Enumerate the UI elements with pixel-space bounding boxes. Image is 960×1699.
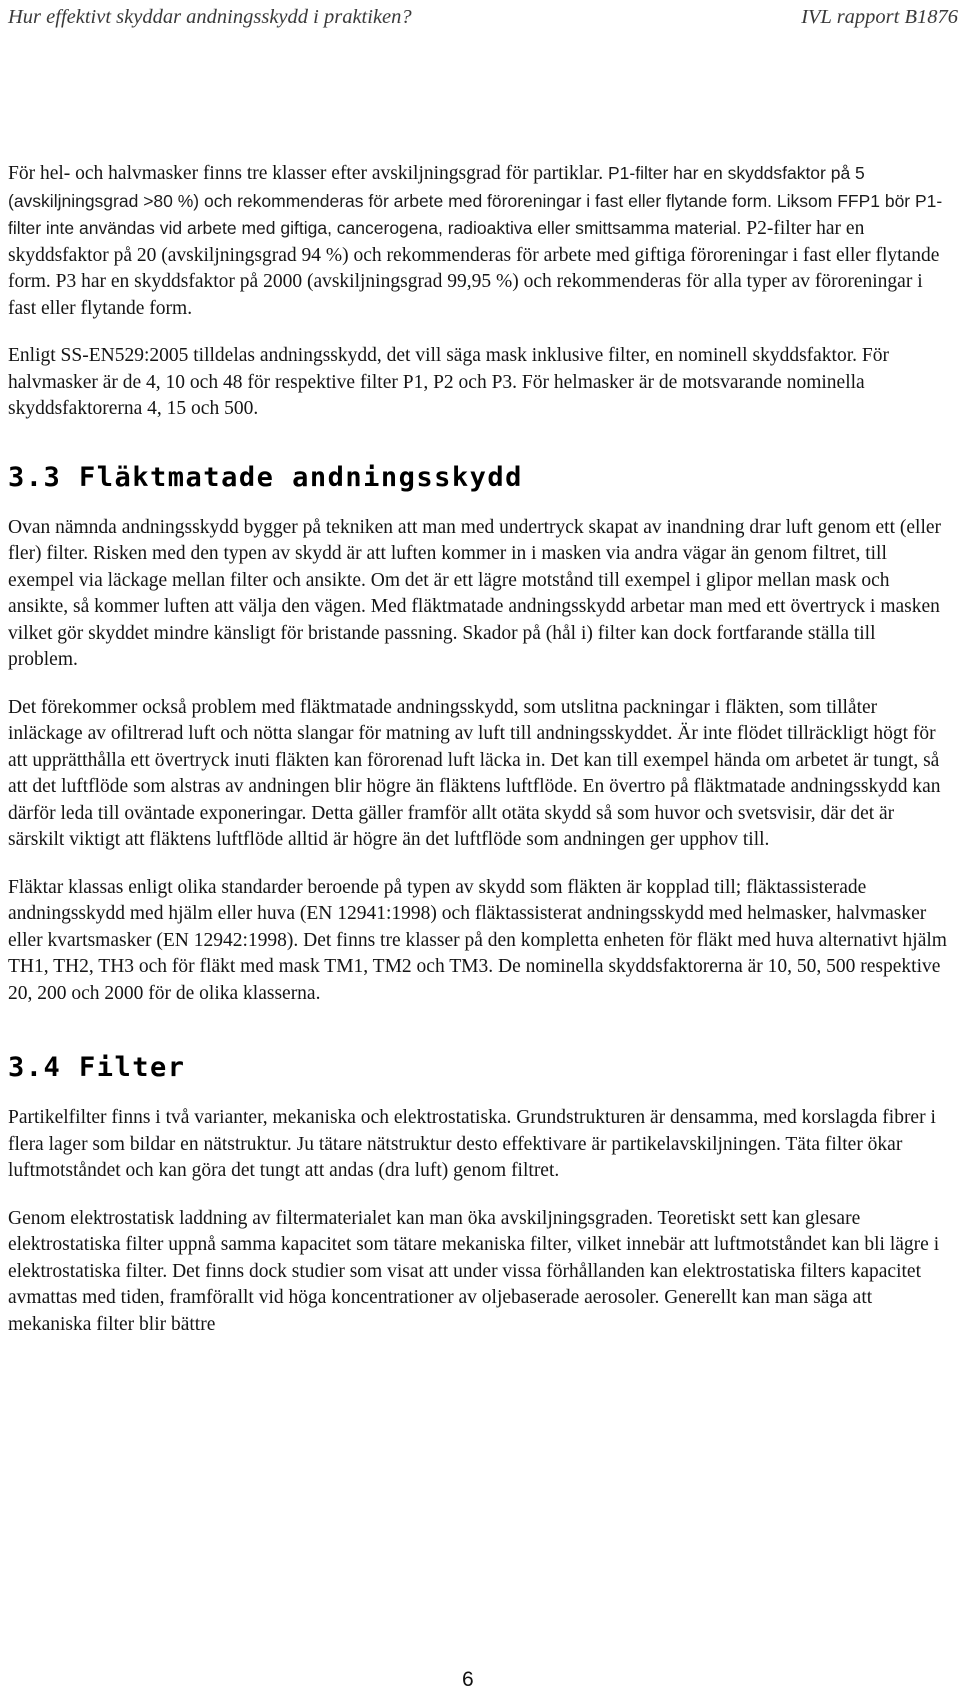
section-3-3-paragraph-2: Det förekommer också problem med fläktmatade andningsskydd, som utslitna packningar i fläkten, som tillåter inläckage av ofiltrerad luft och nötta slangar för matning av luft till andningsskyddet. Är inte flödet tillräckligt högt för att upprätthålla ett övertryck inuti fläkten kan förorenad luft läcka in. Det kan till exempel hända om arbetet är tungt, så att det luftflöde som alstras av andningen blir högre än fläktens luftflöde. En övertro på fläktmatade andningsskydd kan därför leda till oväntade exponeringar. Detta gäller framför allt otäta skydd så som huvor och svetsvisir, där det är särskilt viktigt att fläktens luftflöde alltid är högre än det luftflöde som andningen ger upphov till.	[8, 696, 941, 850]
filter-classes-paragraph	[8, 160, 948, 322]
report-number: IVL rapport B1876	[801, 6, 958, 28]
document-title: Hur effektivt skyddar andningsskydd i praktiken?	[8, 6, 412, 28]
section-3-4-paragraph-2: Genom elektrostatisk laddning av filtermaterialet kan man öka avskiljningsgraden. Teoretiskt sett kan glesare elektrostatiska filter uppnå samma kapacitet som tätare mekaniska filter, vilket innebär att luftmotståndet kan bli lägre i elektrostatiska filter. Det finns dock studier som visat att under vissa förhållanden kan elektrostatiska filters kapacitet avmattas med tiden, framförallt vid höga koncentrationer av oljebaserade aerosoler. Generellt kan man säga att mekaniska filter blir bättre	[8, 1207, 940, 1335]
section-3-3-paragraph-3: Fläktar klassas enligt olika standarder beroende på typen av skydd som fläkten är kopplad till; fläktassisterade andningsskydd med hjälm eller huva (EN 12941:1998) och fläktassisterat andningsskydd med helmasker, halvmasker eller kvartsmasker (EN 12942:1998). Det finns tre klasser på den kompletta enheten för fläkt med huva alternativt hjälm TH1, TH2, TH3 och för fläkt med mask TM1, TM2 och TM3. De nominella skyddsfaktorerna är 10, 50, 500 respektive 20, 200 och 2000 för de olika klasserna.	[8, 876, 947, 1004]
paragraph-sentence-p1: P1-filter har en skyddsfaktor på 5 (avskiljningsgrad >80 %) och rekommenderas för arbete med föroreningar i fast eller flytande form. Liksom FFP1 bör P1-filter inte användas vid arbete med giftiga, cancerogena, radioaktiva eller smittsamma material.	[8, 163, 943, 238]
section-3-4-paragraph-1: Partikelfilter finns i två varianter, mekaniska och elektrostatiska. Grundstrukturen är densamma, med korslagda fibrer i flera lager som bildar en nätstruktur. Ju tätare nätstruktur desto effektivare är partikelavskiljningen. Täta filter ökar luftmotståndet och kan göra det tungt att andas (dra luft) genom filtret.	[8, 1107, 936, 1181]
page-header	[8, 6, 958, 36]
page-body	[8, 160, 948, 1338]
section-3-3-paragraph-1: Ovan nämnda andningsskydd bygger på tekniken att man med undertryck skapat av inandning drar luft genom ett (eller fler) filter. Risken med den typen av skydd är att luften kommer in i masken via andra vägar än genom filtret, till exempel via läckage mellan filter och ansikte. Om det är ett lägre motstånd till exempel i glipor mellan mask och ansikte, så kommer luften att välja den vägen. Med fläktmatade andningsskydd arbetar man med ett övertryck i masken vilket gör skyddet mindre känsligt för bristande passning. Skador på (hål i) filter kan dock fortfarande ställa till problem.	[8, 516, 942, 670]
paragraph-sentence: För hel- och halvmasker finns tre klasser efter avskiljningsgrad för partiklar.	[8, 163, 604, 184]
section-heading-3-3: 3.3 Fläktmatade andningsskydd	[8, 461, 523, 493]
nominal-protection-paragraph: Enligt SS-EN529:2005 tilldelas andningsskydd, det vill säga mask inklusive filter, en nominell skyddsfaktor. För halvmasker är de 4, 10 och 48 för respektive filter P1, P2 och P3. För helmasker är de motsvarande nominella skyddsfaktorerna 4, 15 och 500.	[8, 345, 889, 419]
page-number: 6	[462, 1668, 474, 1691]
paragraph-sentence-p2-p3: P2-filter har en skyddsfaktor på 20 (avskiljningsgrad 94 %) och rekommenderas för arbete med giftiga föroreningar i fast eller flytande form. P3 har en skyddsfaktor på 2000 (avskiljningsgrad 99,95 %) och rekommenderas för alla typer av föroreningar i fast eller flytande form.	[8, 218, 940, 319]
section-heading-3-4: 3.4 Filter	[8, 1052, 186, 1083]
